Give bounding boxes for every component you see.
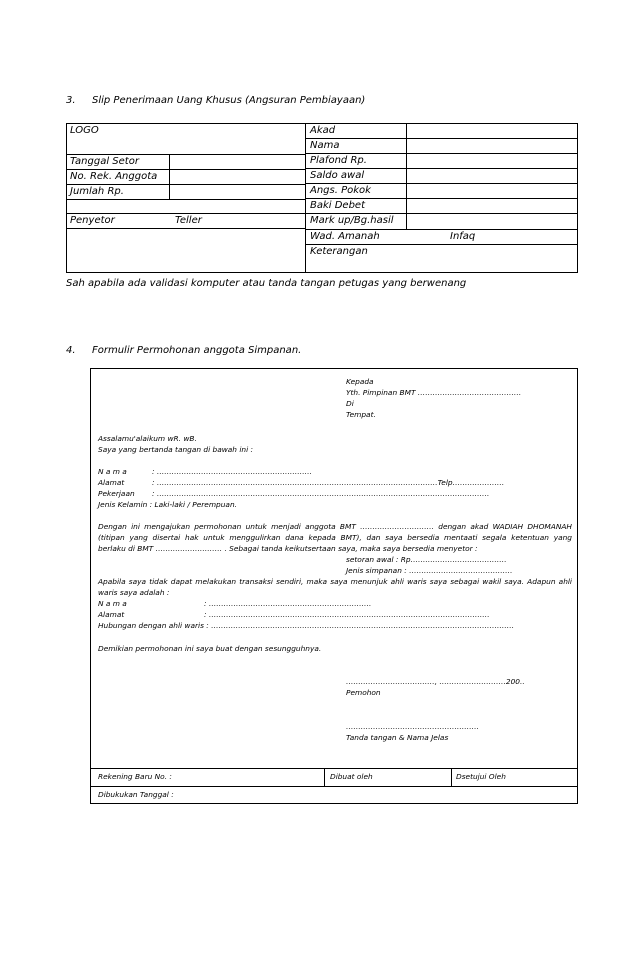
dibukukan-tanggal-label: Dibukukan Tanggal : — [98, 790, 174, 799]
yth-text: Yth. Pimpinan BMT …………………………………… — [346, 388, 522, 397]
kepada-text: Kepada — [346, 377, 374, 386]
setoran-awal-text: setoran awal : Rp………………………………… — [346, 555, 507, 564]
waris-nama-label: N a m a — [98, 599, 127, 608]
para1-line3: berlaku di BMT ……………………… . Sebagai tanda keikutsertaan saya, maka saya bersedia menyetor : — [98, 544, 478, 553]
pekerjaan-field-label: Pekerjaan — [98, 489, 135, 498]
para1-line2: (titipan yang disertai hak untuk menggulirkan dana kepada BMT), dan saya bersedia mentaati segala ketentuan yang — [98, 533, 572, 542]
plafond-label: Plafond Rp. — [310, 155, 367, 166]
akad-label: Akad — [310, 125, 336, 136]
baki-debet-label: Baki Debet — [310, 200, 366, 211]
para1-line1: Dengan ini mengajukan permohonan untuk menjadi anggota BMT ………………………… dengan akad WADIAH DHOMANAH — [98, 522, 572, 531]
ttd-text: Tanda tangan & Nama Jelas — [346, 733, 449, 742]
nama-field-label: N a m a — [98, 467, 127, 476]
waris-nama-value: : ………………………………………………………… — [204, 599, 372, 608]
alamat-field-value: : ……………………………………………………………………………………………………Telp………………… — [152, 478, 505, 487]
rekening-baru-label: Rekening Baru No. : — [98, 772, 172, 781]
salam-text: Assalamu'alaikum wR. wB. — [98, 434, 197, 443]
nama-label: Nama — [310, 140, 340, 151]
para2-line2: waris saya adalah : — [98, 588, 170, 597]
date-line: ………………………………, ………………………200.. — [346, 677, 525, 686]
dibuat-oleh-label: Dibuat oleh — [330, 772, 373, 781]
pekerjaan-field-value: : ……………………………………………………………………………………………………………………… — [152, 489, 490, 498]
section3-heading: Slip Penerimaan Uang Khusus (Angsuran Pembiayaan) — [92, 95, 366, 106]
section3-number: 3. — [66, 95, 76, 106]
validation-note: Sah apabila ada validasi komputer atau tanda tangan petugas yang berwenang — [66, 278, 467, 289]
wad-amanah-label: Wad. Amanah — [310, 231, 380, 242]
section4-number: 4. — [66, 345, 76, 356]
keterangan-label: Keterangan — [310, 246, 368, 257]
waris-alamat-label: Alamat — [98, 610, 125, 619]
waris-alamat-value: : …………………………………………………………………………………………………… — [204, 610, 490, 619]
jenis-kelamin-text: Jenis Kelamin : Laki-laki / Perempuan. — [98, 500, 237, 509]
section4-heading: Formulir Permohonan anggota Simpanan. — [92, 345, 302, 356]
angs-pokok-label: Angs. Pokok — [310, 185, 371, 196]
jenis-simpanan-text: Jenis simpanan : …………………………………… — [346, 566, 513, 575]
no-rek-label: No. Rek. Anggota — [70, 171, 158, 182]
penyetor-label: Penyetor — [70, 215, 115, 226]
disetujui-oleh-label: Dsetujui Oleh — [456, 772, 506, 781]
saldo-awal-label: Saldo awal — [310, 170, 365, 181]
nama-field-value: : ……………………………………………………… — [152, 467, 313, 476]
infaq-label: Infaq — [450, 231, 476, 242]
di-text: Di — [346, 399, 354, 408]
signature-line: ……………………………………………… — [346, 722, 480, 731]
pemohon-text: Pemohon — [346, 688, 381, 697]
tempat-text: Tempat. — [346, 410, 376, 419]
penutup-text: Demikian permohonan ini saya buat dengan sesungguhnya. — [98, 644, 322, 653]
teller-label: Teller — [175, 215, 202, 226]
tanggal-setor-label: Tanggal Setor — [70, 156, 139, 167]
jumlah-label: Jumlah Rp. — [70, 186, 124, 197]
markup-label: Mark up/Bg.hasil — [310, 215, 394, 226]
alamat-field-label: Alamat — [98, 478, 125, 487]
logo-label: LOGO — [70, 125, 99, 136]
intro-text: Saya yang bertanda tangan di bawah ini : — [98, 445, 253, 454]
hubungan-text: Hubungan dengan ahli waris : …………………………………………………………………………………………………………… — [98, 621, 515, 630]
para2-line1: Apabila saya tidak dapat melakukan transaksi sendiri, maka saya menunjuk ahli waris saya sebagai wakil saya. Adapun ahli — [98, 577, 572, 586]
